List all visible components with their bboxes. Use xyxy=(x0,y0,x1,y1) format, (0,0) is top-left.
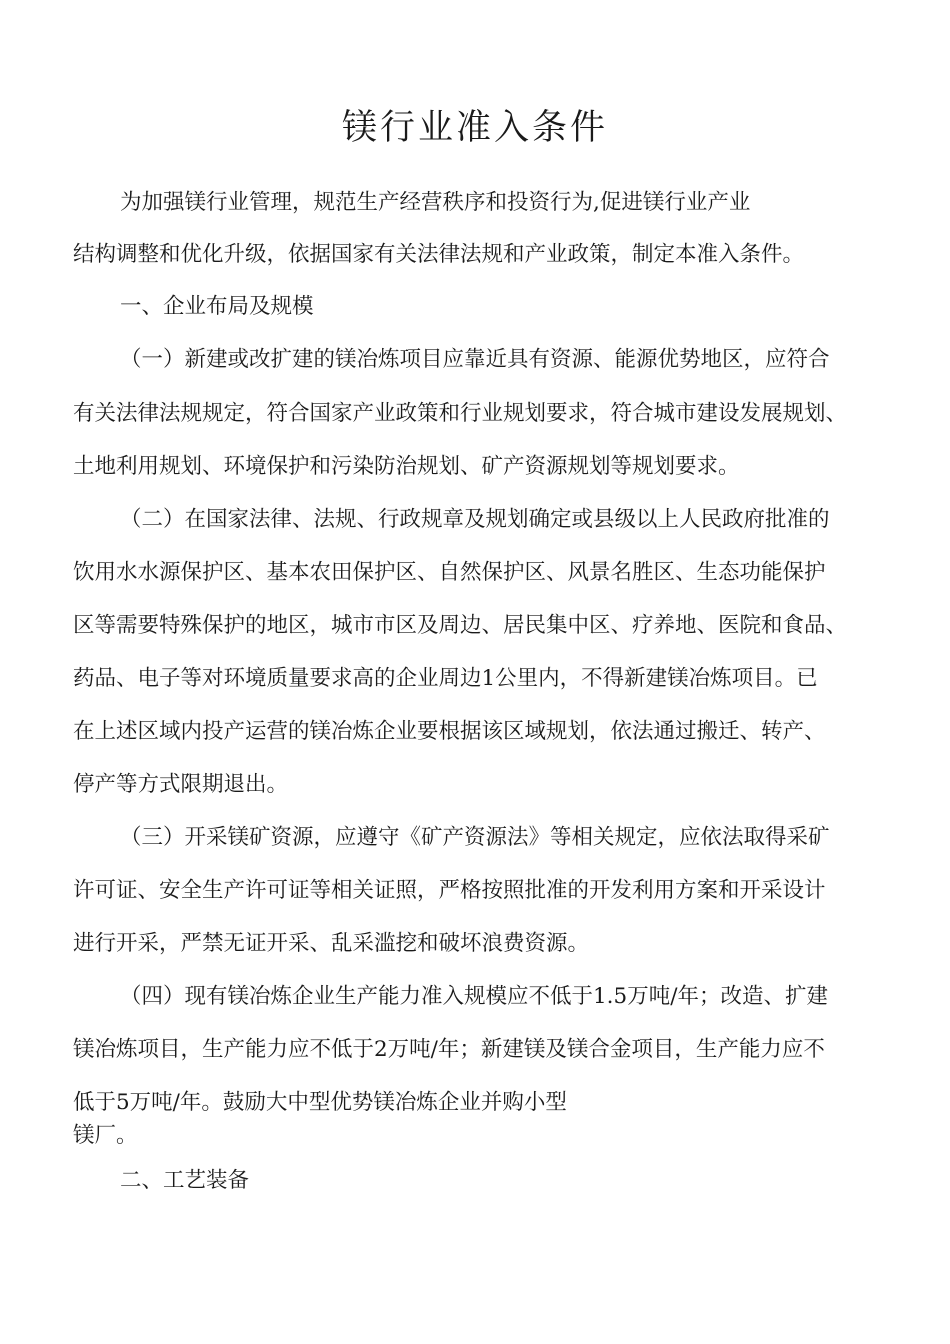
paragraph-line-item3-1: （三）开采镁矿资源，应遵守《矿产资源法》等相关规定，应依法取得采矿 xyxy=(120,825,830,850)
paragraph-line-intro-2: 结构调整和优化升级，依据国家有关法律法规和产业政策，制定本准入条件。 xyxy=(73,242,805,267)
paragraph-line-item3-3: 进行开采，严禁无证开采、乱采滥挖和破坏浪费资源。 xyxy=(73,931,590,956)
paragraph-line-item1-1: （一）新建或改扩建的镁冶炼项目应靠近具有资源、能源优势地区，应符合 xyxy=(120,347,830,372)
paragraph-line-item4-2: 镁冶炼项目，生产能力应不低于2万吨/年；新建镁及镁合金项目，生产能力应不 xyxy=(73,1037,825,1062)
paragraph-line-item1-3: 土地利用规划、环境保护和污染防治规划、矿产资源规划等规划要求。 xyxy=(73,454,740,479)
section-heading-layout-scale: 一、企业布局及规模 xyxy=(120,294,314,319)
document-title: 镁行业准入条件 xyxy=(341,108,608,148)
paragraph-line-item1-2: 有关法律法规规定，符合国家产业政策和行业规划要求，符合城市建设发展规划、 xyxy=(73,401,848,426)
paragraph-line-item2-3: 区等需要特殊保护的地区，城市市区及周边、居民集中区、疗养地、医院和食品、 xyxy=(73,613,848,638)
paragraph-line-item3-2: 许可证、安全生产许可证等相关证照，严格按照批准的开发利用方案和开采设计 xyxy=(73,878,826,903)
paragraph-line-item2-2: 饮用水水源保护区、基本农田保护区、自然保护区、风景名胜区、生态功能保护 xyxy=(73,560,826,585)
paragraph-line-intro-1: 为加强镁行业管理，规范生产经营秩序和投资行为,促进镁行业产业 xyxy=(120,190,751,215)
paragraph-line-item2-5: 在上述区域内投产运营的镁冶炼企业要根据该区域规划，依法通过搬迁、转产、 xyxy=(73,719,826,744)
paragraph-line-item4-4: 镁厂。 xyxy=(73,1123,138,1148)
paragraph-line-item4-3: 低于5万吨/年。鼓励大中型优势镁冶炼企业并购小型 xyxy=(73,1090,567,1115)
paragraph-line-item4-1: （四）现有镁冶炼企业生产能力准入规模应不低于1.5万吨/年；改造、扩建 xyxy=(120,984,828,1009)
paragraph-line-item2-6: 停产等方式限期退出。 xyxy=(73,772,289,797)
paragraph-line-item2-1: （二）在国家法律、法规、行政规章及规划确定或县级以上人民政府批准的 xyxy=(120,507,830,532)
section-heading-process-equipment: 二、工艺装备 xyxy=(120,1168,250,1193)
paragraph-line-item2-4: 药品、电子等对环境质量要求高的企业周边1公里内，不得新建镁冶炼项目。已 xyxy=(73,666,818,691)
